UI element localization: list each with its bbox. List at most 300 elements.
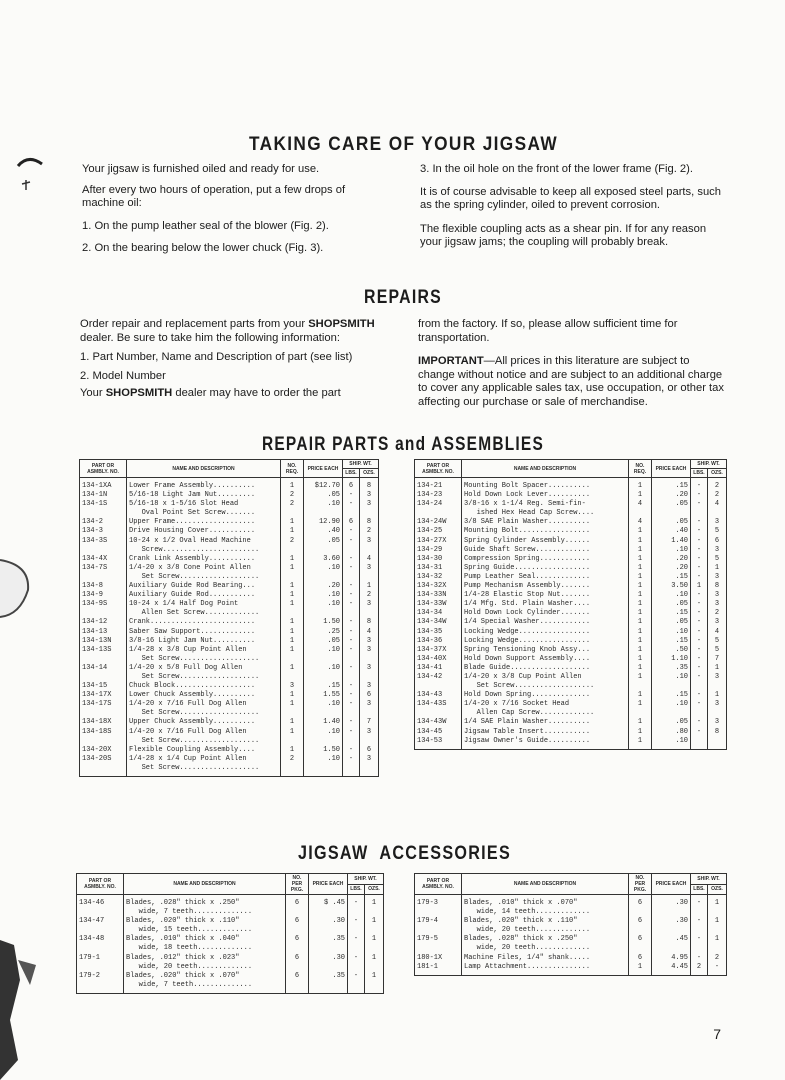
- part-description: Crank.........................: [127, 618, 281, 627]
- col-name: NAME AND DESCRIPTION: [127, 460, 281, 478]
- part-description: Blades, .028" thick x .250" wide, 20 teeth.............: [462, 935, 629, 953]
- weight-lbs: -: [343, 728, 360, 746]
- table-row: [415, 963, 727, 976]
- weight-lbs: -: [348, 895, 365, 918]
- weight-lbs: -: [343, 637, 360, 646]
- weight-lbs: -: [343, 618, 360, 627]
- quantity: 1: [281, 746, 304, 755]
- quantity: 1: [629, 555, 652, 564]
- part-number: 181-1: [415, 963, 462, 976]
- quantity: 1: [281, 564, 304, 582]
- repairs-right-column: [418, 318, 726, 417]
- col-price: PRICE EACH: [309, 874, 348, 895]
- col-name: NAME AND DESCRIPTION: [124, 874, 286, 895]
- price: .40: [652, 527, 691, 536]
- table-row: [80, 637, 379, 646]
- quantity: 1: [281, 600, 304, 618]
- part-number: 134-27X: [415, 537, 462, 546]
- part-description: Compression Spring............: [462, 555, 629, 564]
- repairs-item: 2. Model Number: [80, 369, 166, 382]
- quantity: 1: [629, 546, 652, 555]
- part-description: Locking Wedge.................: [462, 637, 629, 646]
- part-description: Machine Files, 1/4" shank.....: [462, 954, 629, 963]
- weight-ozs: 4: [360, 628, 379, 637]
- price: .30: [309, 917, 348, 935]
- repairs-dealer: [80, 387, 380, 401]
- part-description: Mounting Bolt Spacer..........: [462, 478, 629, 492]
- col-lbs: LBS.: [691, 469, 708, 478]
- part-description: 1/4-28 x 3/8 Cup Point Allen Set Screw...................: [127, 646, 281, 664]
- quantity: 6: [286, 895, 309, 918]
- part-description: Auxiliary Guide Rod...........: [127, 591, 281, 600]
- weight-lbs: -: [348, 917, 365, 935]
- part-number: 180-1X: [415, 954, 462, 963]
- price: .15: [652, 478, 691, 492]
- part-description: Upper Frame...................: [127, 518, 281, 527]
- part-description: 3/8 SAE Plain Washer..........: [462, 518, 629, 527]
- weight-lbs: -: [343, 600, 360, 618]
- col-ship: SHIP. WT.: [691, 460, 727, 469]
- price: $12.70: [304, 478, 343, 492]
- col-part: PART OR ASMBLY. NO.: [77, 874, 124, 895]
- price: 1.55: [304, 691, 343, 700]
- weight-lbs: -: [343, 718, 360, 727]
- table-row: [80, 591, 379, 600]
- table-row: [415, 500, 727, 518]
- care-title: TAKING CARE OF YOUR JIGSAW: [249, 134, 558, 155]
- weight-ozs: 4: [360, 555, 379, 564]
- weight-ozs: 6: [360, 691, 379, 700]
- part-description: Chuck Block...................: [127, 682, 281, 691]
- table-row: [415, 718, 727, 727]
- table-row: [415, 646, 727, 655]
- weight-lbs: 2: [691, 963, 708, 976]
- accessories-table-left: [76, 873, 384, 994]
- weight-ozs: 4: [708, 628, 727, 637]
- part-number: 134-23: [415, 491, 462, 500]
- part-number: 134-14: [80, 664, 127, 682]
- weight-ozs: 3: [708, 718, 727, 727]
- price: .20: [652, 564, 691, 573]
- weight-lbs: -: [691, 591, 708, 600]
- price: .10: [652, 546, 691, 555]
- part-description: Lamp Attachment...............: [462, 963, 629, 976]
- price: .05: [652, 518, 691, 527]
- price: 1.10: [652, 655, 691, 664]
- part-description: 1/4-20 x 3/8 Cone Point Allen Set Screw...................: [127, 564, 281, 582]
- care-left-item: 1. On the pump leather seal of the blower (Fig. 2).: [82, 219, 329, 232]
- part-number: 134-20S: [80, 755, 127, 777]
- price: .10: [304, 591, 343, 600]
- price: .10: [304, 500, 343, 518]
- quantity: 2: [281, 755, 304, 777]
- col-req: NO. REQ.: [281, 460, 304, 478]
- weight-ozs: 1: [708, 664, 727, 673]
- quantity: 1: [629, 673, 652, 691]
- col-ship: SHIP. WT.: [343, 460, 379, 469]
- price: .10: [652, 737, 691, 750]
- weight-ozs: 8: [708, 582, 727, 591]
- table-row: [415, 582, 727, 591]
- weight-ozs: 3: [708, 573, 727, 582]
- repairs-intro-text: dealer. Be sure to take him the following information:: [80, 331, 340, 344]
- price: .15: [652, 637, 691, 646]
- weight-ozs: 1: [365, 935, 384, 953]
- weight-lbs: -: [691, 673, 708, 691]
- price: .05: [304, 491, 343, 500]
- part-description: Blades, .010" thick x .040" wide, 18 teeth.............: [124, 935, 286, 953]
- weight-lbs: -: [343, 755, 360, 777]
- part-number: 134-12: [80, 618, 127, 627]
- part-number: 134-37X: [415, 646, 462, 655]
- quantity: 1: [629, 564, 652, 573]
- weight-lbs: -: [343, 664, 360, 682]
- price: .05: [652, 718, 691, 727]
- weight-ozs: 3: [360, 682, 379, 691]
- table-row: [80, 700, 379, 718]
- quantity: 1: [629, 491, 652, 500]
- weight-ozs: 6: [360, 746, 379, 755]
- part-number: 134-15: [80, 682, 127, 691]
- quantity: 6: [286, 954, 309, 972]
- part-description: 1/4-28 Elastic Stop Nut.......: [462, 591, 629, 600]
- part-description: 1/4-28 x 1/4 Cup Point Allen Set Screw...................: [127, 755, 281, 777]
- quantity: 6: [286, 972, 309, 994]
- quantity: 1: [629, 537, 652, 546]
- part-description: Blades, .020" thick x .070" wide, 7 teeth..............: [124, 972, 286, 994]
- weight-lbs: 6: [343, 478, 360, 492]
- table-row: [415, 655, 727, 664]
- weight-ozs: 3: [708, 518, 727, 527]
- care-left-text: After every two hours of operation, put a few drops of machine oil:: [82, 183, 346, 210]
- table-row: [80, 628, 379, 637]
- repairs-title: REPAIRS: [364, 287, 442, 308]
- price: .05: [304, 537, 343, 555]
- col-price: PRICE EACH: [304, 460, 343, 478]
- weight-lbs: -: [343, 537, 360, 555]
- repairs-left-column: [80, 318, 380, 408]
- weight-lbs: -: [691, 895, 708, 918]
- quantity: 1: [629, 618, 652, 627]
- part-description: Hold Down Support Assembly....: [462, 655, 629, 664]
- weight-lbs: -: [343, 591, 360, 600]
- repairs-intro-text: Order repair and replacement parts from your: [80, 318, 309, 330]
- part-description: Guide Shaft Screw.............: [462, 546, 629, 555]
- part-number: 134-30: [415, 555, 462, 564]
- weight-lbs: -: [343, 491, 360, 500]
- quantity: 1: [281, 718, 304, 727]
- price: .35: [309, 972, 348, 994]
- weight-lbs: 6: [343, 518, 360, 527]
- weight-ozs: 3: [708, 600, 727, 609]
- weight-ozs: 3: [360, 637, 379, 646]
- quantity: 1: [629, 737, 652, 750]
- col-req: NO. PER PKG.: [286, 874, 309, 895]
- col-lbs: LBS.: [691, 884, 708, 895]
- quantity: 1: [281, 664, 304, 682]
- weight-ozs: 3: [708, 618, 727, 627]
- weight-lbs: -: [343, 746, 360, 755]
- weight-lbs: -: [348, 935, 365, 953]
- weight-ozs: 1: [708, 895, 727, 918]
- edge-shadow-icon: [0, 940, 45, 1080]
- care-right-item: 3. In the oil hole on the front of the lower frame (Fig. 2).: [420, 163, 693, 175]
- repairs-dealer-text: dealer may have to order the part: [172, 387, 341, 400]
- table-row: [415, 628, 727, 637]
- table-row: [77, 917, 384, 935]
- table-row: [415, 537, 727, 546]
- part-description: Blades, .020" thick x .110" wide, 20 teeth.............: [462, 917, 629, 935]
- weight-ozs: 6: [708, 537, 727, 546]
- table-row: [415, 673, 727, 691]
- weight-lbs: -: [343, 691, 360, 700]
- weight-ozs: 3: [360, 728, 379, 746]
- quantity: 1: [281, 637, 304, 646]
- weight-lbs: -: [691, 628, 708, 637]
- table-row: [80, 682, 379, 691]
- binding-hole-icon: [0, 555, 40, 625]
- important-label: IMPORTANT: [418, 355, 484, 368]
- part-number: 134-45: [415, 728, 462, 737]
- quantity: 2: [281, 500, 304, 518]
- part-number: 134-32: [415, 573, 462, 582]
- table-row: [77, 972, 384, 994]
- weight-lbs: -: [343, 700, 360, 718]
- part-number: 134-32X: [415, 582, 462, 591]
- part-description: Pump Mechanism Assembly.......: [462, 582, 629, 591]
- part-description: Blades, .010" thick x .070" wide, 14 teeth.............: [462, 895, 629, 918]
- price: .10: [304, 564, 343, 582]
- weight-lbs: -: [343, 527, 360, 536]
- price: .30: [309, 954, 348, 972]
- part-description: Saber Saw Support.............: [127, 628, 281, 637]
- part-description: 3/8-16 x 1-1/4 Reg. Semi-fin- ished Hex Head Cap Screw....: [462, 500, 629, 518]
- part-number: 134-17X: [80, 691, 127, 700]
- table-row: [77, 935, 384, 953]
- weight-lbs: -: [691, 518, 708, 527]
- price: .15: [652, 573, 691, 582]
- quantity: 1: [281, 582, 304, 591]
- part-description: Jigsaw Owner's Guide..........: [462, 737, 629, 750]
- parts-title: REPAIR PARTS and ASSEMBLIES: [262, 434, 544, 455]
- weight-ozs: 1: [708, 917, 727, 935]
- quantity: 1: [281, 618, 304, 627]
- quantity: 1: [281, 527, 304, 536]
- quantity: 1: [281, 628, 304, 637]
- part-description: Jigsaw Table Insert...........: [462, 728, 629, 737]
- weight-lbs: -: [691, 691, 708, 700]
- part-number: 134-43S: [415, 700, 462, 718]
- price: .10: [304, 728, 343, 746]
- weight-ozs: 2: [708, 954, 727, 963]
- price: .25: [304, 628, 343, 637]
- part-description: Pump Leather Seal.............: [462, 573, 629, 582]
- part-number: 134-29: [415, 546, 462, 555]
- weight-ozs: 5: [708, 555, 727, 564]
- repairs-continued: from the factory. If so, please allow sufficient time for transportation.: [418, 318, 678, 344]
- quantity: 1: [629, 628, 652, 637]
- quantity: 2: [281, 537, 304, 555]
- quantity: 6: [629, 935, 652, 953]
- quantity: 4: [629, 518, 652, 527]
- quantity: 1: [629, 478, 652, 492]
- parts-table-left: [79, 459, 379, 777]
- weight-lbs: -: [691, 491, 708, 500]
- weight-ozs: 3: [708, 591, 727, 600]
- table-row: [80, 564, 379, 582]
- col-name: NAME AND DESCRIPTION: [462, 460, 629, 478]
- price: .10: [304, 755, 343, 777]
- repairs-intro: [80, 318, 380, 345]
- col-part: PART OR ASMBLY. NO.: [80, 460, 127, 478]
- quantity: 6: [629, 917, 652, 935]
- table-row: [415, 609, 727, 618]
- quantity: 3: [281, 682, 304, 691]
- price: 1.40: [652, 537, 691, 546]
- price: .05: [652, 618, 691, 627]
- weight-ozs: 4: [708, 500, 727, 518]
- part-number: 134-21: [415, 478, 462, 492]
- part-description: 10-24 x 1/4 Half Dog Point Allen Set Screw.............: [127, 600, 281, 618]
- quantity: 1: [629, 637, 652, 646]
- weight-ozs: [708, 737, 727, 750]
- price: 1.50: [304, 618, 343, 627]
- quantity: 1: [629, 655, 652, 664]
- table-row: [80, 718, 379, 727]
- part-description: Blades, .020" thick x .110" wide, 15 teeth.............: [124, 917, 286, 935]
- weight-ozs: 1: [365, 917, 384, 935]
- part-number: 134-1S: [80, 500, 127, 518]
- col-ozs: OZS.: [708, 469, 727, 478]
- part-number: 134-18S: [80, 728, 127, 746]
- weight-lbs: -: [691, 935, 708, 953]
- table-row: [77, 954, 384, 972]
- table-row: [415, 895, 727, 918]
- part-number: 134-34: [415, 609, 462, 618]
- quantity: 1: [281, 728, 304, 746]
- part-number: 134-33N: [415, 591, 462, 600]
- repairs-important: [418, 355, 726, 409]
- part-description: Spring Tensioning Knob Assy...: [462, 646, 629, 655]
- part-description: 1/4 SAE Plain Washer..........: [462, 718, 629, 727]
- price: .20: [304, 582, 343, 591]
- col-price: PRICE EACH: [652, 874, 691, 895]
- weight-ozs: 8: [360, 478, 379, 492]
- col-price: PRICE EACH: [652, 460, 691, 478]
- weight-lbs: [691, 737, 708, 750]
- part-description: 1/4-20 x 7/16 Socket Head Allen Cap Screw.............: [462, 700, 629, 718]
- part-number: 179-1: [77, 954, 124, 972]
- repairs-brand: SHOPSMITH: [105, 387, 173, 400]
- weight-lbs: -: [691, 546, 708, 555]
- table-row: [415, 518, 727, 527]
- table-row: [415, 600, 727, 609]
- care-right-column: [420, 163, 730, 257]
- table-row: [77, 895, 384, 918]
- part-number: 134-7S: [80, 564, 127, 582]
- part-description: Hold Down Spring..............: [462, 691, 629, 700]
- table-row: [80, 518, 379, 527]
- price: .10: [304, 646, 343, 664]
- col-part: PART OR ASMBLY. NO.: [415, 460, 462, 478]
- part-description: 5/16-18 Light Jam Nut.........: [127, 491, 281, 500]
- weight-lbs: -: [691, 527, 708, 536]
- part-number: 134-9S: [80, 600, 127, 618]
- care-left-text: Your jigsaw is furnished oiled and ready for use.: [82, 163, 320, 175]
- quantity: 6: [286, 935, 309, 953]
- quantity: 2: [281, 491, 304, 500]
- table-row: [80, 555, 379, 564]
- part-description: 1/4-20 x 7/16 Full Dog Allen Set Screw...................: [127, 700, 281, 718]
- quantity: 6: [286, 917, 309, 935]
- part-number: 134-3: [80, 527, 127, 536]
- table-row: [415, 917, 727, 935]
- part-number: 134-8: [80, 582, 127, 591]
- table-row: [80, 746, 379, 755]
- part-description: Drive Housing Cover...........: [127, 527, 281, 536]
- price: .10: [652, 673, 691, 691]
- col-ozs: OZS.: [365, 884, 384, 895]
- weight-ozs: 3: [360, 500, 379, 518]
- price: .10: [304, 600, 343, 618]
- part-description: Hold Down Lock Cylinder.......: [462, 609, 629, 618]
- weight-lbs: -: [691, 954, 708, 963]
- price: $ .45: [309, 895, 348, 918]
- weight-ozs: 8: [360, 618, 379, 627]
- quantity: 1: [629, 664, 652, 673]
- price: .20: [652, 491, 691, 500]
- weight-lbs: -: [691, 700, 708, 718]
- part-description: 1/4-20 x 7/16 Full Dog Allen Set Screw...................: [127, 728, 281, 746]
- weight-ozs: 7: [708, 655, 727, 664]
- price: .30: [652, 895, 691, 918]
- price: .10: [304, 664, 343, 682]
- page-number: 7: [713, 1026, 721, 1042]
- part-number: 134-43: [415, 691, 462, 700]
- price: 1.40: [304, 718, 343, 727]
- quantity: 1: [629, 573, 652, 582]
- quantity: 1: [281, 700, 304, 718]
- part-description: Auxiliary Guide Rod Bearing...: [127, 582, 281, 591]
- part-number: 134-13S: [80, 646, 127, 664]
- part-number: 134-13: [80, 628, 127, 637]
- price: .10: [652, 591, 691, 600]
- col-ship: SHIP. WT.: [348, 874, 384, 885]
- col-part: PART OR ASMBLY. NO.: [415, 874, 462, 895]
- part-number: 134-41: [415, 664, 462, 673]
- table-row: [415, 618, 727, 627]
- repairs-brand: SHOPSMITH: [308, 318, 375, 330]
- quantity: 1: [629, 591, 652, 600]
- table-row: [415, 664, 727, 673]
- part-number: 134-1XA: [80, 478, 127, 492]
- quantity: 1: [629, 700, 652, 718]
- part-number: 134-3S: [80, 537, 127, 555]
- weight-ozs: 3: [708, 700, 727, 718]
- table-row: [415, 591, 727, 600]
- weight-ozs: 5: [708, 527, 727, 536]
- part-number: 134-34W: [415, 618, 462, 627]
- col-req: NO. PER PKG.: [629, 874, 652, 895]
- part-number: 134-9: [80, 591, 127, 600]
- weight-lbs: -: [691, 564, 708, 573]
- weight-lbs: -: [343, 682, 360, 691]
- part-description: Lower Frame Assembly..........: [127, 478, 281, 492]
- weight-lbs: -: [343, 564, 360, 582]
- quantity: 1: [629, 527, 652, 536]
- part-number: 134-17S: [80, 700, 127, 718]
- table-row: [80, 664, 379, 682]
